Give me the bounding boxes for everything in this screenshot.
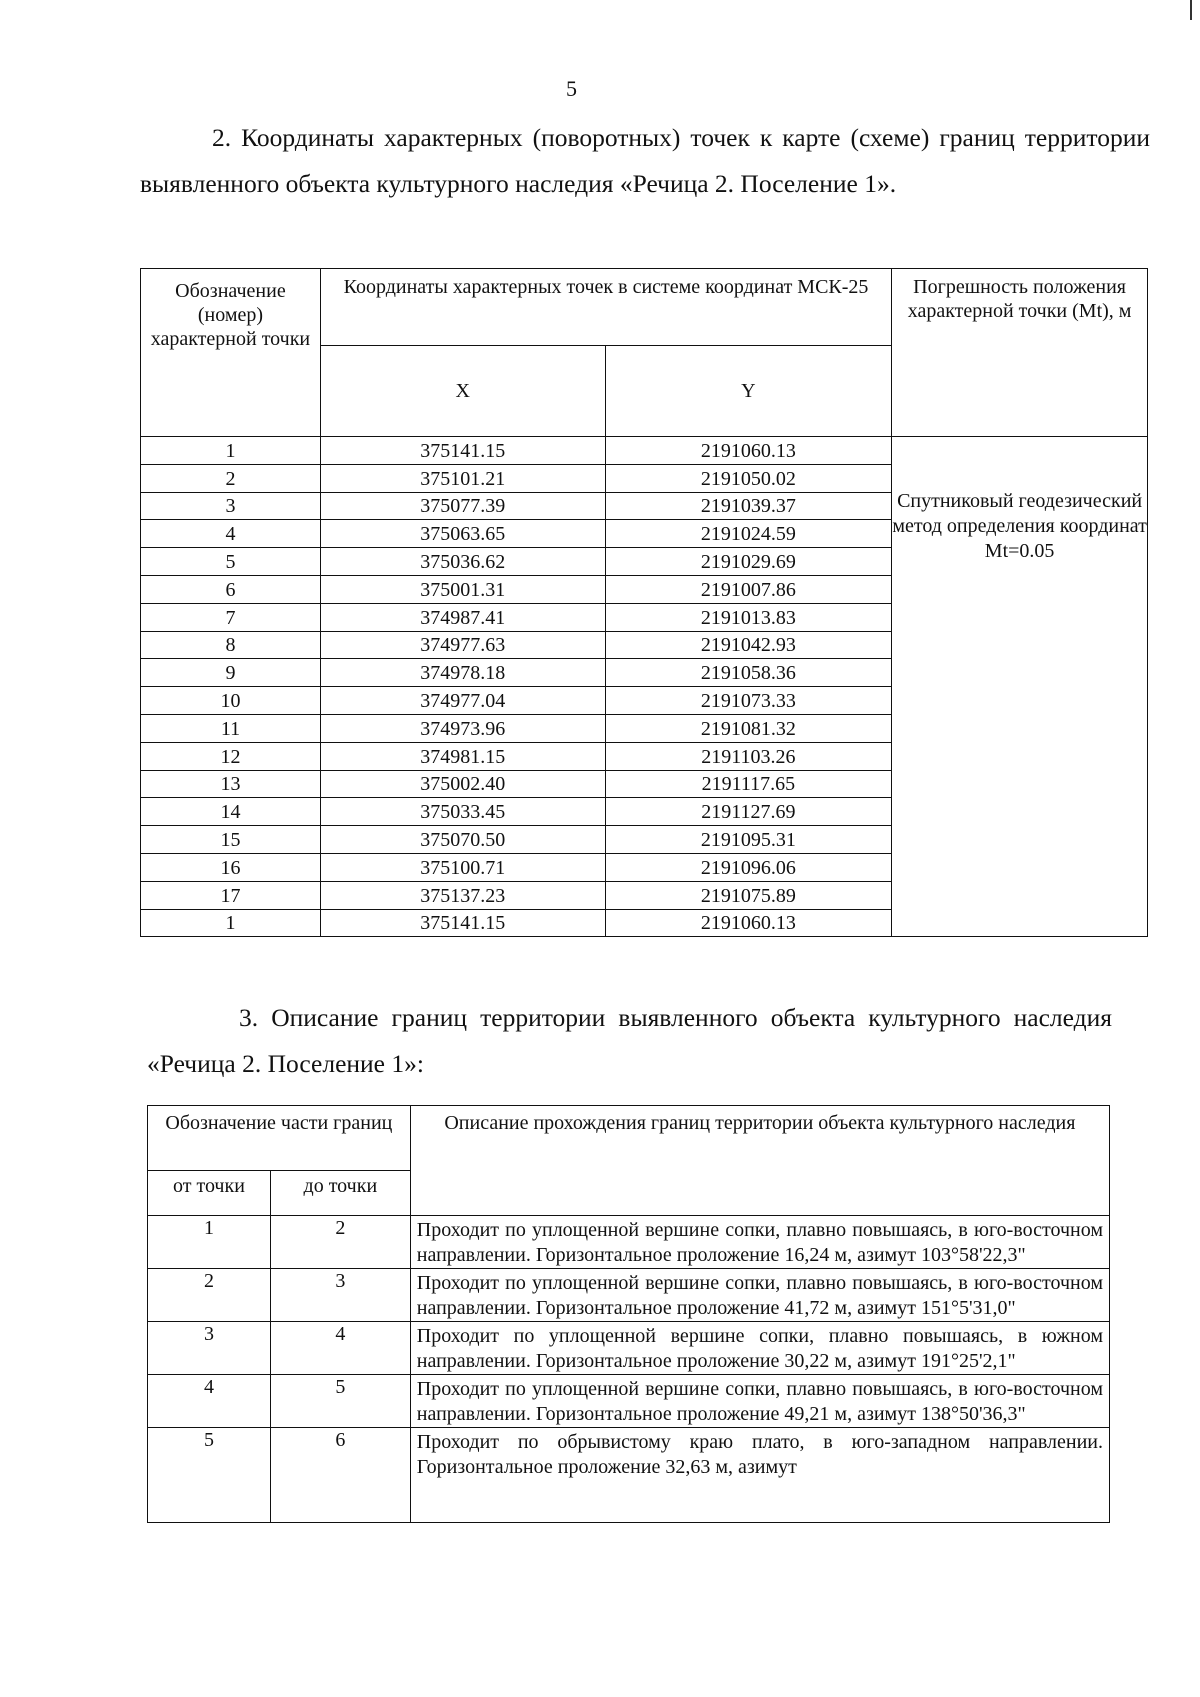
section-2-text: 2. Координаты характерных (поворотных) точек к карте (схеме) границ территории выявленного объекта культурного наследия «Речица 2. Поселение 1». xyxy=(140,123,1150,198)
coord-y: 2191024.59 xyxy=(605,520,892,548)
point-number: 9 xyxy=(141,659,321,687)
point-from: 1 xyxy=(148,1216,271,1269)
coord-x: 375141.15 xyxy=(320,909,605,937)
boundary-description: Проходит по уплощенной вершине сопки, плавно повышаясь, в юго-восточном направлении. Горизонтальное проложение 49,21 м, азимут 138°50'36,3" xyxy=(410,1375,1109,1428)
page-number: 5 xyxy=(566,76,577,101)
point-to: 5 xyxy=(270,1375,410,1428)
coord-y: 2191117.65 xyxy=(605,770,892,798)
coord-x: 375001.31 xyxy=(320,575,605,603)
coord-y: 2191095.31 xyxy=(605,826,892,854)
coordinates-table xyxy=(140,268,1148,937)
coord-x: 375002.40 xyxy=(320,770,605,798)
point-number: 12 xyxy=(141,742,321,770)
coord-x: 374977.04 xyxy=(320,687,605,715)
table-row xyxy=(148,1216,1110,1269)
coord-y: 2191007.86 xyxy=(605,575,892,603)
coord-y: 2191073.33 xyxy=(605,687,892,715)
coord-x: 374987.41 xyxy=(320,603,605,631)
coord-y: 2191096.06 xyxy=(605,853,892,881)
table-row xyxy=(141,437,1148,465)
header-coords: Координаты характерных точек в системе координат МСК-25 xyxy=(320,269,891,346)
coord-x: 375070.50 xyxy=(320,826,605,854)
coord-y: 2191042.93 xyxy=(605,631,892,659)
header-desc: Описание прохождения границ территории объекта культурного наследия xyxy=(410,1106,1109,1216)
point-number: 6 xyxy=(141,575,321,603)
header-x: X xyxy=(320,346,605,437)
header-point: Обозначение (номер) характерной точки xyxy=(141,269,321,437)
point-from: 3 xyxy=(148,1322,271,1375)
coord-y: 2191075.89 xyxy=(605,881,892,909)
point-to: 3 xyxy=(270,1269,410,1322)
point-number: 3 xyxy=(141,492,321,520)
header-to: до точки xyxy=(270,1171,410,1216)
section-3-text: 3. Описание границ территории выявленного объекта культурного наследия «Речица 2. Поселение 1»: xyxy=(147,1003,1112,1078)
coord-y: 2191081.32 xyxy=(605,714,892,742)
coord-y: 2191127.69 xyxy=(605,798,892,826)
point-number: 4 xyxy=(141,520,321,548)
scan-edge-mark xyxy=(1190,0,1192,20)
point-number: 17 xyxy=(141,881,321,909)
header-error: Погрешность положения характерной точки (Mt), м xyxy=(892,269,1148,437)
header-from: от точки xyxy=(148,1171,271,1216)
point-to: 6 xyxy=(270,1428,410,1523)
point-number: 2 xyxy=(141,464,321,492)
header-y: Y xyxy=(605,346,892,437)
point-number: 10 xyxy=(141,687,321,715)
coord-x: 374978.18 xyxy=(320,659,605,687)
point-number: 1 xyxy=(141,437,321,465)
section-2-heading xyxy=(140,115,1150,207)
boundary-description-table xyxy=(147,1105,1110,1523)
table-row xyxy=(148,1269,1110,1322)
point-number: 1 xyxy=(141,909,321,937)
coord-y: 2191029.69 xyxy=(605,548,892,576)
header-part: Обозначение части границ xyxy=(148,1106,411,1171)
coord-x: 375141.15 xyxy=(320,437,605,465)
boundary-description: Проходит по уплощенной вершине сопки, плавно повышаясь, в юго-восточном направлении. Горизонтальное проложение 16,24 м, азимут 103°58'22,3" xyxy=(410,1216,1109,1269)
coord-x: 375077.39 xyxy=(320,492,605,520)
method-cell: Спутниковый геодезический метод определения координат Mt=0.05 xyxy=(892,437,1148,937)
coord-y: 2191013.83 xyxy=(605,603,892,631)
table-row xyxy=(148,1322,1110,1375)
point-number: 13 xyxy=(141,770,321,798)
point-to: 2 xyxy=(270,1216,410,1269)
point-number: 14 xyxy=(141,798,321,826)
section-3-heading xyxy=(147,995,1112,1087)
coord-y: 2191039.37 xyxy=(605,492,892,520)
point-from: 2 xyxy=(148,1269,271,1322)
coord-x: 375063.65 xyxy=(320,520,605,548)
point-number: 5 xyxy=(141,548,321,576)
point-number: 16 xyxy=(141,853,321,881)
coord-x: 375036.62 xyxy=(320,548,605,576)
point-number: 7 xyxy=(141,603,321,631)
coord-y: 2191058.36 xyxy=(605,659,892,687)
coord-x: 375033.45 xyxy=(320,798,605,826)
coord-x: 375137.23 xyxy=(320,881,605,909)
point-to: 4 xyxy=(270,1322,410,1375)
coord-x: 375100.71 xyxy=(320,853,605,881)
coord-x: 375101.21 xyxy=(320,464,605,492)
point-from: 5 xyxy=(148,1428,271,1523)
boundary-description: Проходит по обрывистому краю плато, в юго-западном направлении. Горизонтальное проложение 32,63 м, азимут xyxy=(410,1428,1109,1523)
point-from: 4 xyxy=(148,1375,271,1428)
coord-y: 2191060.13 xyxy=(605,437,892,465)
boundary-description: Проходит по уплощенной вершине сопки, плавно повышаясь, в южном направлении. Горизонтальное проложение 30,22 м, азимут 191°25'2,1" xyxy=(410,1322,1109,1375)
coord-y: 2191050.02 xyxy=(605,464,892,492)
point-number: 11 xyxy=(141,714,321,742)
coord-y: 2191103.26 xyxy=(605,742,892,770)
coord-x: 374973.96 xyxy=(320,714,605,742)
boundary-description: Проходит по уплощенной вершине сопки, плавно повышаясь, в юго-восточном направлении. Горизонтальное проложение 41,72 м, азимут 151°5'31,0" xyxy=(410,1269,1109,1322)
point-number: 15 xyxy=(141,826,321,854)
table-row xyxy=(148,1428,1110,1523)
coord-x: 374981.15 xyxy=(320,742,605,770)
coord-x: 374977.63 xyxy=(320,631,605,659)
coord-y: 2191060.13 xyxy=(605,909,892,937)
table-row xyxy=(148,1375,1110,1428)
point-number: 8 xyxy=(141,631,321,659)
